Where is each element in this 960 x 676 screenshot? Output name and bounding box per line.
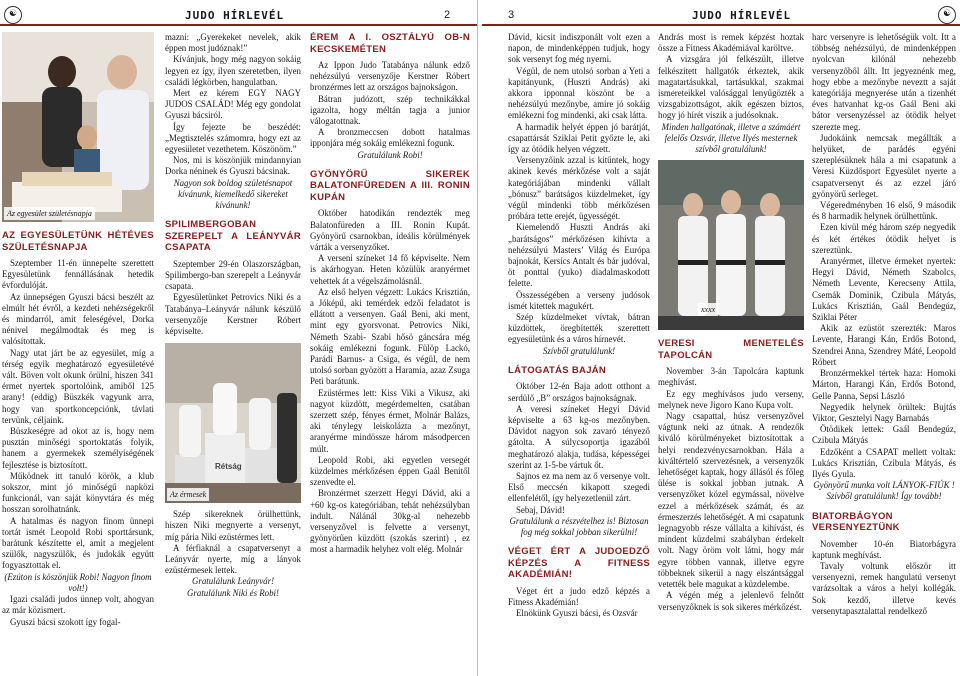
paragraph: A férfiaknál a csapatversenyt a Leányvár nyerte, míg a lányok ezüstérmesek lettek. xyxy=(165,542,301,576)
header-rule xyxy=(482,24,960,26)
paragraph: Nos, mi is köszönjük mindannyian Dorka néninek és Gyuszi bácsinak. xyxy=(165,155,301,177)
section-heading: VÉGET ÉRT A JUDOEDZŐ KÉPZÉS A FITNESS AKADÉMIÁN! xyxy=(508,546,650,581)
photo-caption: Az egyesület születésnapja xyxy=(4,207,95,220)
paragraph: Akik az ezüstöt szerezték: Maros Levente, Harangi Kán, Erdős Botond, Szendrei Anna, Szendrey Máté, Leopold Róbert xyxy=(812,323,956,367)
paragraph: Sajnos ez ma nem az ő versenye volt. Első meccsén kikapott szegedi ellenfelétől, így helyezetlenül zárt. xyxy=(508,471,650,504)
italic-congrats: Szívből gratulálunk! xyxy=(542,345,616,356)
paragraph: Kiemelendő Huszti András aki „barátságos” mérkőzésen kihívta a nehézsúlyú Masters’ Világ és Európa bajnokát, Kersics Antalt és bár judóval, öt ponttal (yuko) diadalmaskodott felette. xyxy=(508,222,650,289)
section-heading: LÁTOGATÁS BAJÁN xyxy=(508,364,607,376)
paragraph: Aranyérmet, illetve érmeket nyertek: Hegyi Dávid, Németh Szabolcs, Németh Levente, Kerecseny Attila, Csemák Dominik, Czibula Mátyás, Lukács Krisztián, Gaál Bendegúz, Sziklai Péter xyxy=(812,256,956,323)
birthday-photo-image xyxy=(2,32,154,222)
column-6 xyxy=(812,32,956,676)
paragraph: Ezüstérmes lett: Kiss Viki a Vikusz, aki nagyot küzdött, megérdemelten, csatában szerzett szép, fényes érmet, Molnár Balázs, aki ténylegy leiskolázta a mezőnyt, aranyérme mindössze három másodpercen múlt. xyxy=(310,387,470,454)
page-number: 2 xyxy=(444,9,451,21)
paragraph: A hatalmas és nagyon finom ünnepi tortát ismét Leopold Robi sporttársunk, barátunk készítette el, amit a megjelent szülők, nagyszülők, és judokák együtt fogyasztottak el. xyxy=(2,515,154,571)
paragraph: Szeptember 29-én Olaszországban, Spilimbergo-ban szerepelt a Leányvár csapata. xyxy=(165,258,301,292)
paragraph: A vizsgára jól felkészült, illetve felkészített hallgatók érkeztek, akik magatartásukkal, tartásukkal, szakmai ismereteikkel valósággal lenyűgözték a vizsgabizottságot, akik egészen biztos, hogy jó hírét viszik a judósoknak. xyxy=(658,54,804,121)
paragraph: Az első helyen végzett: Lukács Krisztián, a Jóképű, aki temérdek edzői feladatot is ellátott a versenyen. Gaál Beni, aki ment, mint egy gyorsvonat. Petrovics Niki, Németh Szabi- Szabi hősö gáncsára még sokáig emlékezni fogunk. Fülöp Lackó, Parádi Barnus- a Csiga, és végül, de nem utolsó sorban gyözött a Haramia, azaz Zsuga Peti barátunk. xyxy=(310,286,470,387)
paragraph: November 10-én Biatorbágyra kaptunk meghívást. xyxy=(812,538,956,560)
italic-congrats: Gratulálunk a részvételhez is! Biztosan fog még sokkal jobban sikerülni! xyxy=(509,515,649,538)
podium-photo-image xyxy=(165,343,301,503)
paragraph: Edzőként a CSAPAT mellett voltak: Lukács Krisztián, Czibula Mátyás, és Ilyés Gyula. xyxy=(812,446,956,479)
column-5 xyxy=(658,32,804,676)
paragraph: Gyuszi bácsi szokott így fogal- xyxy=(10,616,121,627)
paragraph: A veresi színeket Hegyi Dávid képviselte a 63 kg-os mezőnyben. Dávidot nagyon sok zavaró tényező gátolta. A súlycsoportja igazából meghatározó alakja, tudása, képességei szerint az 1-5-be vártuk őt. xyxy=(508,403,650,470)
paragraph: Bronzérmekkel tértek haza: Homoki Márton, Harangi Kán, Erdős Botond, Gelle Panna, Sepsi László xyxy=(812,368,956,401)
header-rule xyxy=(0,24,478,26)
right-page xyxy=(482,0,960,676)
paragraph: Dávid, kicsit indiszponált volt ezen a napon, de mindenképpen tudjuk, hogy sok versenyt fog még nyerni. xyxy=(508,32,650,65)
paragraph: Leopold Robi, aki egyetlen versegét küzdelmes mérkőzésen éppen Gaál Benitől szenvedte el. xyxy=(310,454,470,488)
paragraph: Nagy csapattal, húsz versenyzővel vágtunk neki az útnak. A rendezők kiváló körülményeket biztosítottak a helyi rendezvénycsarnokban. Hála a kiváltértelő szervezésnek, a versenyzők lehetőséget kaptak, hogy állásól és főleg ülése is sokkal jobban jutnak. A versenyzőket közel egymással, növelve ezzel a mérkőzések számát, és az érmeszerzés lehetőségét. A mi csapatunk legnagyobb része vállalta a kihívást, és mindent küzdelmi szabályban érdekelt volt. Nagy öröm volt látni, hogy már egyre többen vannak, illetve egyre többeknek sikerül a nagy elszántsággal vetették bele magukat a küzdelembe. xyxy=(658,411,804,590)
paragraph: Az ünnepségen Gyuszi bácsi beszélt az elmúlt hét évről, a kezdeti nehézségekről és mindarról, amit feleségével, Dorka nénivel megálmodtak és meg is valósítottak. xyxy=(2,291,154,347)
paragraph: A harmadik helyét éppen jó barátját, csapattársát Sziklai Petit győzte le, aki így az ötödik helyen végzett. xyxy=(508,121,650,155)
paragraph: Egyesületünket Petrovics Niki és a Tatabánya–Leányvár nálunk készülő versenyzője Kerstner Róbert képviselte. xyxy=(165,292,301,336)
italic-congrats: Gratulálunk Niki és Robi! xyxy=(187,587,279,598)
italic-wish: Nagyon sok boldog születésnapot kívánunk, kiemelkedő sikereket kívánunk! xyxy=(173,177,293,211)
paragraph: Elnökünk Gyuszi bácsi, és Ozsvár xyxy=(516,608,638,619)
club-logo-icon: ☯ xyxy=(4,6,22,24)
paragraph: Szeptember 11-én ünnepelte szerettett Egyesületünk fennállásának hetedik évfordulóját. xyxy=(2,258,154,291)
paragraph: Működnek itt tanuló körök, a klub sokszor, mint jó minőségű napközi funkcionál, van saját könyvtára és még hosszan sorolhatnánk. xyxy=(2,470,154,515)
paragraph: A bronzmeccsen dobott hatalmas ipponjára még sokáig emlékezni fogunk. xyxy=(310,127,470,149)
paragraph: Szép küzdelmeket vívtak, bátran küzdöttek, öregbítették szerettett egyesületünk és a város hírnevét. xyxy=(508,312,650,345)
paragraph: Tavaly voltunk először itt versenyezni, remek hangulatú versenyt varázsoltak a város a helyi kollégák. Sok kezdő, illetve kevés versenytapasztalattal rendelkező xyxy=(812,560,956,616)
paragraph: Sebaj, Dávid! xyxy=(516,504,565,515)
paragraph: Bronzérmet szerzett Hegyi Dávid, aki a +60 kg-os kategóriában, tehát nehézsúlyban indult. Nálánál 30kg-al nehezebb versenyzővel is felvette a versenyt, gyönyörűen küzdött (szokás szerint) , ez most a harmadik helyhez volt elég. Molnár xyxy=(310,488,470,555)
paragraph: Végül, de nem utolsó sorban a Yeti a kapitányunk, (Huszti András) aki akkora ipponnal köszönt be a nehézsúlyú mezőnybe, amire jó sokáig emlékezni fog mindenki, aki csak látta. xyxy=(508,65,650,121)
paragraph: November 3-án Tapolcára kaptunk meghívást. xyxy=(658,366,804,388)
paragraph: Az Ippon Judo Tatabánya nálunk edző nehézsúlyú versenyzője Kerstner Róbert bronzérmes lett az országos bajnokságon. xyxy=(310,60,470,93)
paragraph: Ezen kívül még három szép negyedik és két értékes ötödik helyet is szereztünk. xyxy=(812,222,956,255)
paragraph: Bátran judózott, szép technikákkal igazolta, hogy méltán tagja a junior válogatottnak. xyxy=(310,93,470,127)
section-heading: SPILIMBERGOBAN SZEREPELT A LEÁNYVÁR CSAPATA xyxy=(165,219,301,254)
section-heading: ÉREM A I. OSZTÁLYÚ OB-N KECSKEMÉTEN xyxy=(310,32,470,55)
paragraph: A verseni színeket 14 fő képviselte. Nem is akárhogyan. Heten közülük aranyérmet vehettek át a végelszámolásnál. xyxy=(310,253,470,286)
paragraph: Szép sikereknek örülhettünk, hiszen Niki megnyerte a versenyt, míg pária Niki ezüstérmes lett. xyxy=(165,509,301,542)
birthday-photo xyxy=(2,32,154,222)
paragraph: András most is remek képzést hoztak össze a Fitness Akadémiával karöltve. xyxy=(658,32,804,54)
italic-congrats: Minden hallgatónak, illetve a számáért felelős Ozsvár, illetve Ilyés mesternek szívből gratulálunk! xyxy=(661,121,801,155)
paragraph: A végén még a jelenlevő felnőtt versenyzőknek is sok sikeres mérkőzést. xyxy=(658,590,804,612)
paragraph: Így fejezte be beszédét: „Megtisztelés számomra, hogy ezt az egyesületet vezethetem. Köszönöm.” xyxy=(165,121,301,155)
italic-note: (Ezúton is köszönjük Robi! Nagyon finom volt!) xyxy=(4,571,152,593)
section-heading: BIATORBÁGYON VERSENYEZTÜNK xyxy=(812,510,900,534)
italic-congrats: Gyönyörű munka volt LÁNYOK-FIÚK ! Szívből gratulálunk! Így tovább! xyxy=(813,480,955,502)
paragraph: mazni: „Gyerekeket nevelek, akik éppen most judóznak!” xyxy=(165,32,301,54)
graduates-photo xyxy=(658,160,804,330)
podium-photo xyxy=(165,343,301,503)
paragraph: Ez egy meghívásos judo verseny, melynek neve Jigoro Kano Kupa volt. xyxy=(658,388,804,410)
photo-caption: Az érmesek xyxy=(167,488,209,501)
paragraph: Nagy utat járt be az egyesület, míg a térség egyik meghatározó egyesületévé vált. Böven volt okunk örülni, hiszen 341 érmet nyertek sportolóink, amiből 125 arany! (eddig) Büszkék vagyunk arra, hogy van sportkoncepciónk, távlati tervünk, céljaink. xyxy=(2,347,154,425)
paragraph: Végeredményben 16 első, 9 második és 8 harmadik helynek örülhettünk. xyxy=(812,200,956,222)
paragraph: Büszkeségre ad okot az is, hogy nem pusztán minőségi sportoktatás folyik, hanem a gyermekek személyiségének fejlesztése is biztosított. xyxy=(2,426,154,470)
left-page xyxy=(0,0,478,676)
paragraph: Összességében a verseny judósok ismét kitettek magukért. xyxy=(508,289,650,311)
paragraph: Október hatodikán rendezték meg Balatonfüreden a III. Ronin Kupát. Gyönyörű csarnokban, ideális körülmények várták a versenyzőket. xyxy=(310,208,470,252)
paragraph: Október 12-én Baja adott otthont a serdülő „B” országos bajnokságnak. xyxy=(508,381,650,403)
paragraph: Judokáink nemcsak megállták a helyüket, de parádés egyéni szereplésüknek hála a mi csapatunk a Veresi Küzdősport Egyesület nyerte a csapatversenyt és az ezzel járó gyönyörű serleget. xyxy=(812,132,956,199)
page-number: 3 xyxy=(508,9,515,21)
italic-congrats: Gratulálunk Robi! xyxy=(357,149,423,160)
section-heading: AZ EGYESÜLETÜNK HÉTÉVES SZÜLETÉSNAPJA xyxy=(2,230,154,253)
italic-congrats: Gratulálunk Leányvár! xyxy=(191,576,275,587)
club-logo-icon: ☯ xyxy=(938,6,956,24)
section-heading: GYÖNYÖRŰ SIKEREK BALATONFÜREDEN A III. RONIN KUPÁN xyxy=(310,168,470,203)
paragraph: Igazi családi judos ünnep volt, ahogyan az már közismert. xyxy=(2,594,154,616)
section-heading: VERESI MENETELÉS TAPOLCÁN xyxy=(658,338,804,361)
column-2 xyxy=(165,32,301,676)
paragraph: Kívánjuk, hogy még nagyon sokáig legyen ez így, ilyen szeretetben, ilyen családi légkörben, hangulatban. xyxy=(165,54,301,87)
photo-caption: xxxx xyxy=(698,303,718,316)
column-1 xyxy=(2,32,154,676)
paragraph: Ötödikek lettek: Gaál Bendegúz, Czibula Mátyás xyxy=(812,424,956,446)
column-3 xyxy=(310,32,470,676)
paragraph: Mert ez kérem EGY NAGY JUDOS CSALÁD! Még egy gondolat Gyuszi bácsiról. xyxy=(165,88,301,121)
column-4 xyxy=(508,32,650,676)
paragraph: Véget ért a judo edző képzés a Fitness Akadémián! xyxy=(508,585,650,607)
graduates-photo-image xyxy=(658,160,804,330)
paragraph: harc versenyre is lehetőségük volt. Itt a többség nehézsúlyú, de mindenképpen nyolcvan kilónál nehezebb versenyzőből állt. Itt jegyeznénk meg, hogy ebbe a mezőnybe neveztt a saját kategóriája megnyerése után a tizenhét éves hatvanhat kg-os Gaál Beni aki bátor versenyzéssel az ötödik helyet szerezte meg. xyxy=(812,32,956,132)
newsletter-title: JUDO HÍRLEVÉL xyxy=(692,9,792,22)
newsletter-title: JUDO HÍRLEVÉL xyxy=(185,9,285,22)
podium-label: Rétság xyxy=(215,462,242,472)
paragraph: Negyedik helynek örültek: Bujtás Viktor, Gesztelyi Nagy Barnabás xyxy=(812,401,956,423)
paragraph: Versenyzőink azzal is kitűntek, hogy akinek kevés mérkőzése volt a saját kategóriájában mindenki vállalt „bónusz” barátságos küzdelmeket, így végül mindenki több mérkőzésen próbára tette erejét, ügyességét. xyxy=(508,155,650,222)
